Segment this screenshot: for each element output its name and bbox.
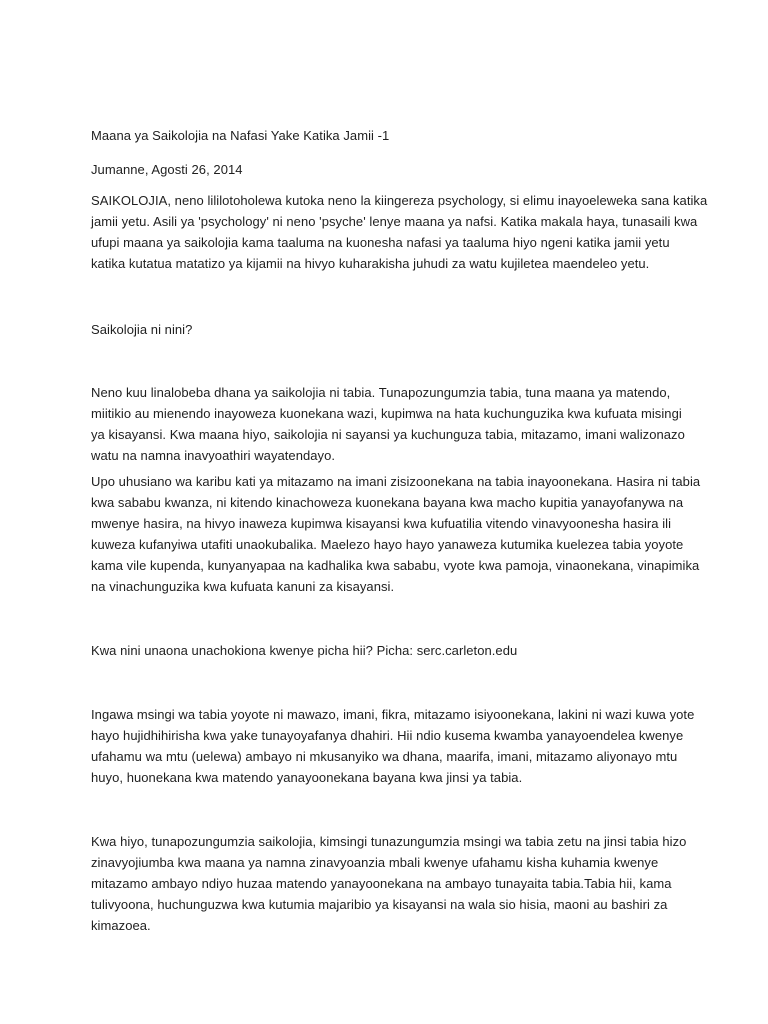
paragraph-line: ufahamu wa mtu (uelewa) ambayo ni mkusanyiko wa dhana, maarifa, imani, mitazamo aliyonayo mtu (91, 749, 678, 764)
behavior-paragraph (91, 382, 691, 466)
paragraph-line: na vinachunguzika kwa kufuata kanuni za kisayansi. (91, 579, 395, 594)
conclusion-paragraph (91, 831, 691, 936)
foundation-paragraph (91, 704, 695, 788)
paragraph-line: watu na namna inavyoathiri wayatendayo. (91, 448, 336, 463)
paragraph-line: ya kisayansi. Kwa maana hiyo, saikolojia ni sayansi ya kuchunguza tabia, mitazamo, imani walizonazo (91, 427, 685, 442)
paragraph-line: kimazoea. (91, 918, 151, 933)
paragraph-line: mwenye hasira, na hivyo inaweza kupimwa kisayansi kwa kufuatilia vitendo vinavyoonesha hasira ili (91, 516, 672, 531)
paragraph-line: kwa sababu kwanza, ni kitendo kinachoweza kuonekana bayana kwa macho kupitia yanayofanywa na (91, 495, 684, 510)
document-date (91, 159, 691, 180)
paragraph-line: kama vile kupenda, kunyanyapaa na kadhalika kwa sababu, vyote kwa pamoja, vinaonekana, vinapimika (91, 558, 700, 573)
paragraph-line: hayo hujidhihirisha kwa yake tunayoyafanya dhahiri. Hii ndio kusema kwamba yanayoendelea kwenye (91, 728, 684, 743)
paragraph-line: Ingawa msingi wa tabia yoyote ni mawazo, imani, fikra, mitazamo isiyoonekana, lakini ni wazi kuwa yote (91, 707, 695, 722)
heading-text: Saikolojia ni nini? (91, 322, 193, 337)
intro-paragraph (91, 190, 708, 274)
section-heading-what (91, 319, 691, 340)
paragraph-line: tulivyoona, huchunguzwa kwa kutumia majaribio ya kisayansi na wala sio hisia, maoni au bashiri za (91, 897, 668, 912)
title-text: Maana ya Saikolojia na Nafasi Yake Katika Jamii -1 (91, 128, 390, 143)
paragraph-line: huyo, huonekana kwa matendo yanayoonekana bayana kwa jinsi ya tabia. (91, 770, 523, 785)
document-title (91, 125, 691, 146)
paragraph-line: zinavyojiumba kwa maana ya namna zinavyoanzia mbali kwenye ufahamu kisha kuhamia kwenye (91, 855, 659, 870)
caption-text: Kwa nini unaona unachokiona kwenye picha hii? Picha: serc.carleton.edu (91, 643, 518, 658)
paragraph-line: mitazamo ambayo ndiyo huzaa matendo yanayoonekana na ambayo tunayaita tabia.Tabia hii, kama (91, 876, 672, 891)
paragraph-line: Kwa hiyo, tunapozungumzia saikolojia, kimsingi tunazungumzia msingi wa tabia zetu na jinsi tabia hizo (91, 834, 687, 849)
paragraph-line: Neno kuu linalobeba dhana ya saikolojia ni tabia. Tunapozungumzia tabia, tuna maana ya matendo, (91, 385, 671, 400)
paragraph-line: katika kutatua matatizo ya kijamii na hivyo kuharakisha juhudi za watu kujiletea maendeleo yetu. (91, 256, 650, 271)
date-text: Jumanne, Agosti 26, 2014 (91, 162, 243, 177)
paragraph-line: kuweza kufanyiwa utafiti unaokubalika. Maelezo hayo hayo yanaweza kutumika kuelezea tabia yoyote (91, 537, 684, 552)
paragraph-line: jamii yetu. Asili ya 'psychology' ni neno 'psyche' lenye maana ya nafsi. Katika makala haya, tunasaili kwa (91, 214, 698, 229)
image-caption (91, 640, 691, 661)
paragraph-line: SAIKOLOJIA, neno lililotoholewa kutoka neno la kiingereza psychology, si elimu inayoeleweka sana katika (91, 193, 708, 208)
paragraph-line: ufupi maana ya saikolojia kama taaluma na kuonesha nafasi ya taaluma hiyo ngeni katika jamii yetu (91, 235, 670, 250)
relation-paragraph (91, 471, 701, 597)
paragraph-line: Upo uhusiano wa karibu kati ya mitazamo na imani zisizoonekana na tabia inayoonekana. Hasira ni tabia (91, 474, 701, 489)
paragraph-line: miitikio au mienendo inayoweza kuonekana wazi, kupimwa na hata kuchunguzika kwa kufuata misingi (91, 406, 682, 421)
